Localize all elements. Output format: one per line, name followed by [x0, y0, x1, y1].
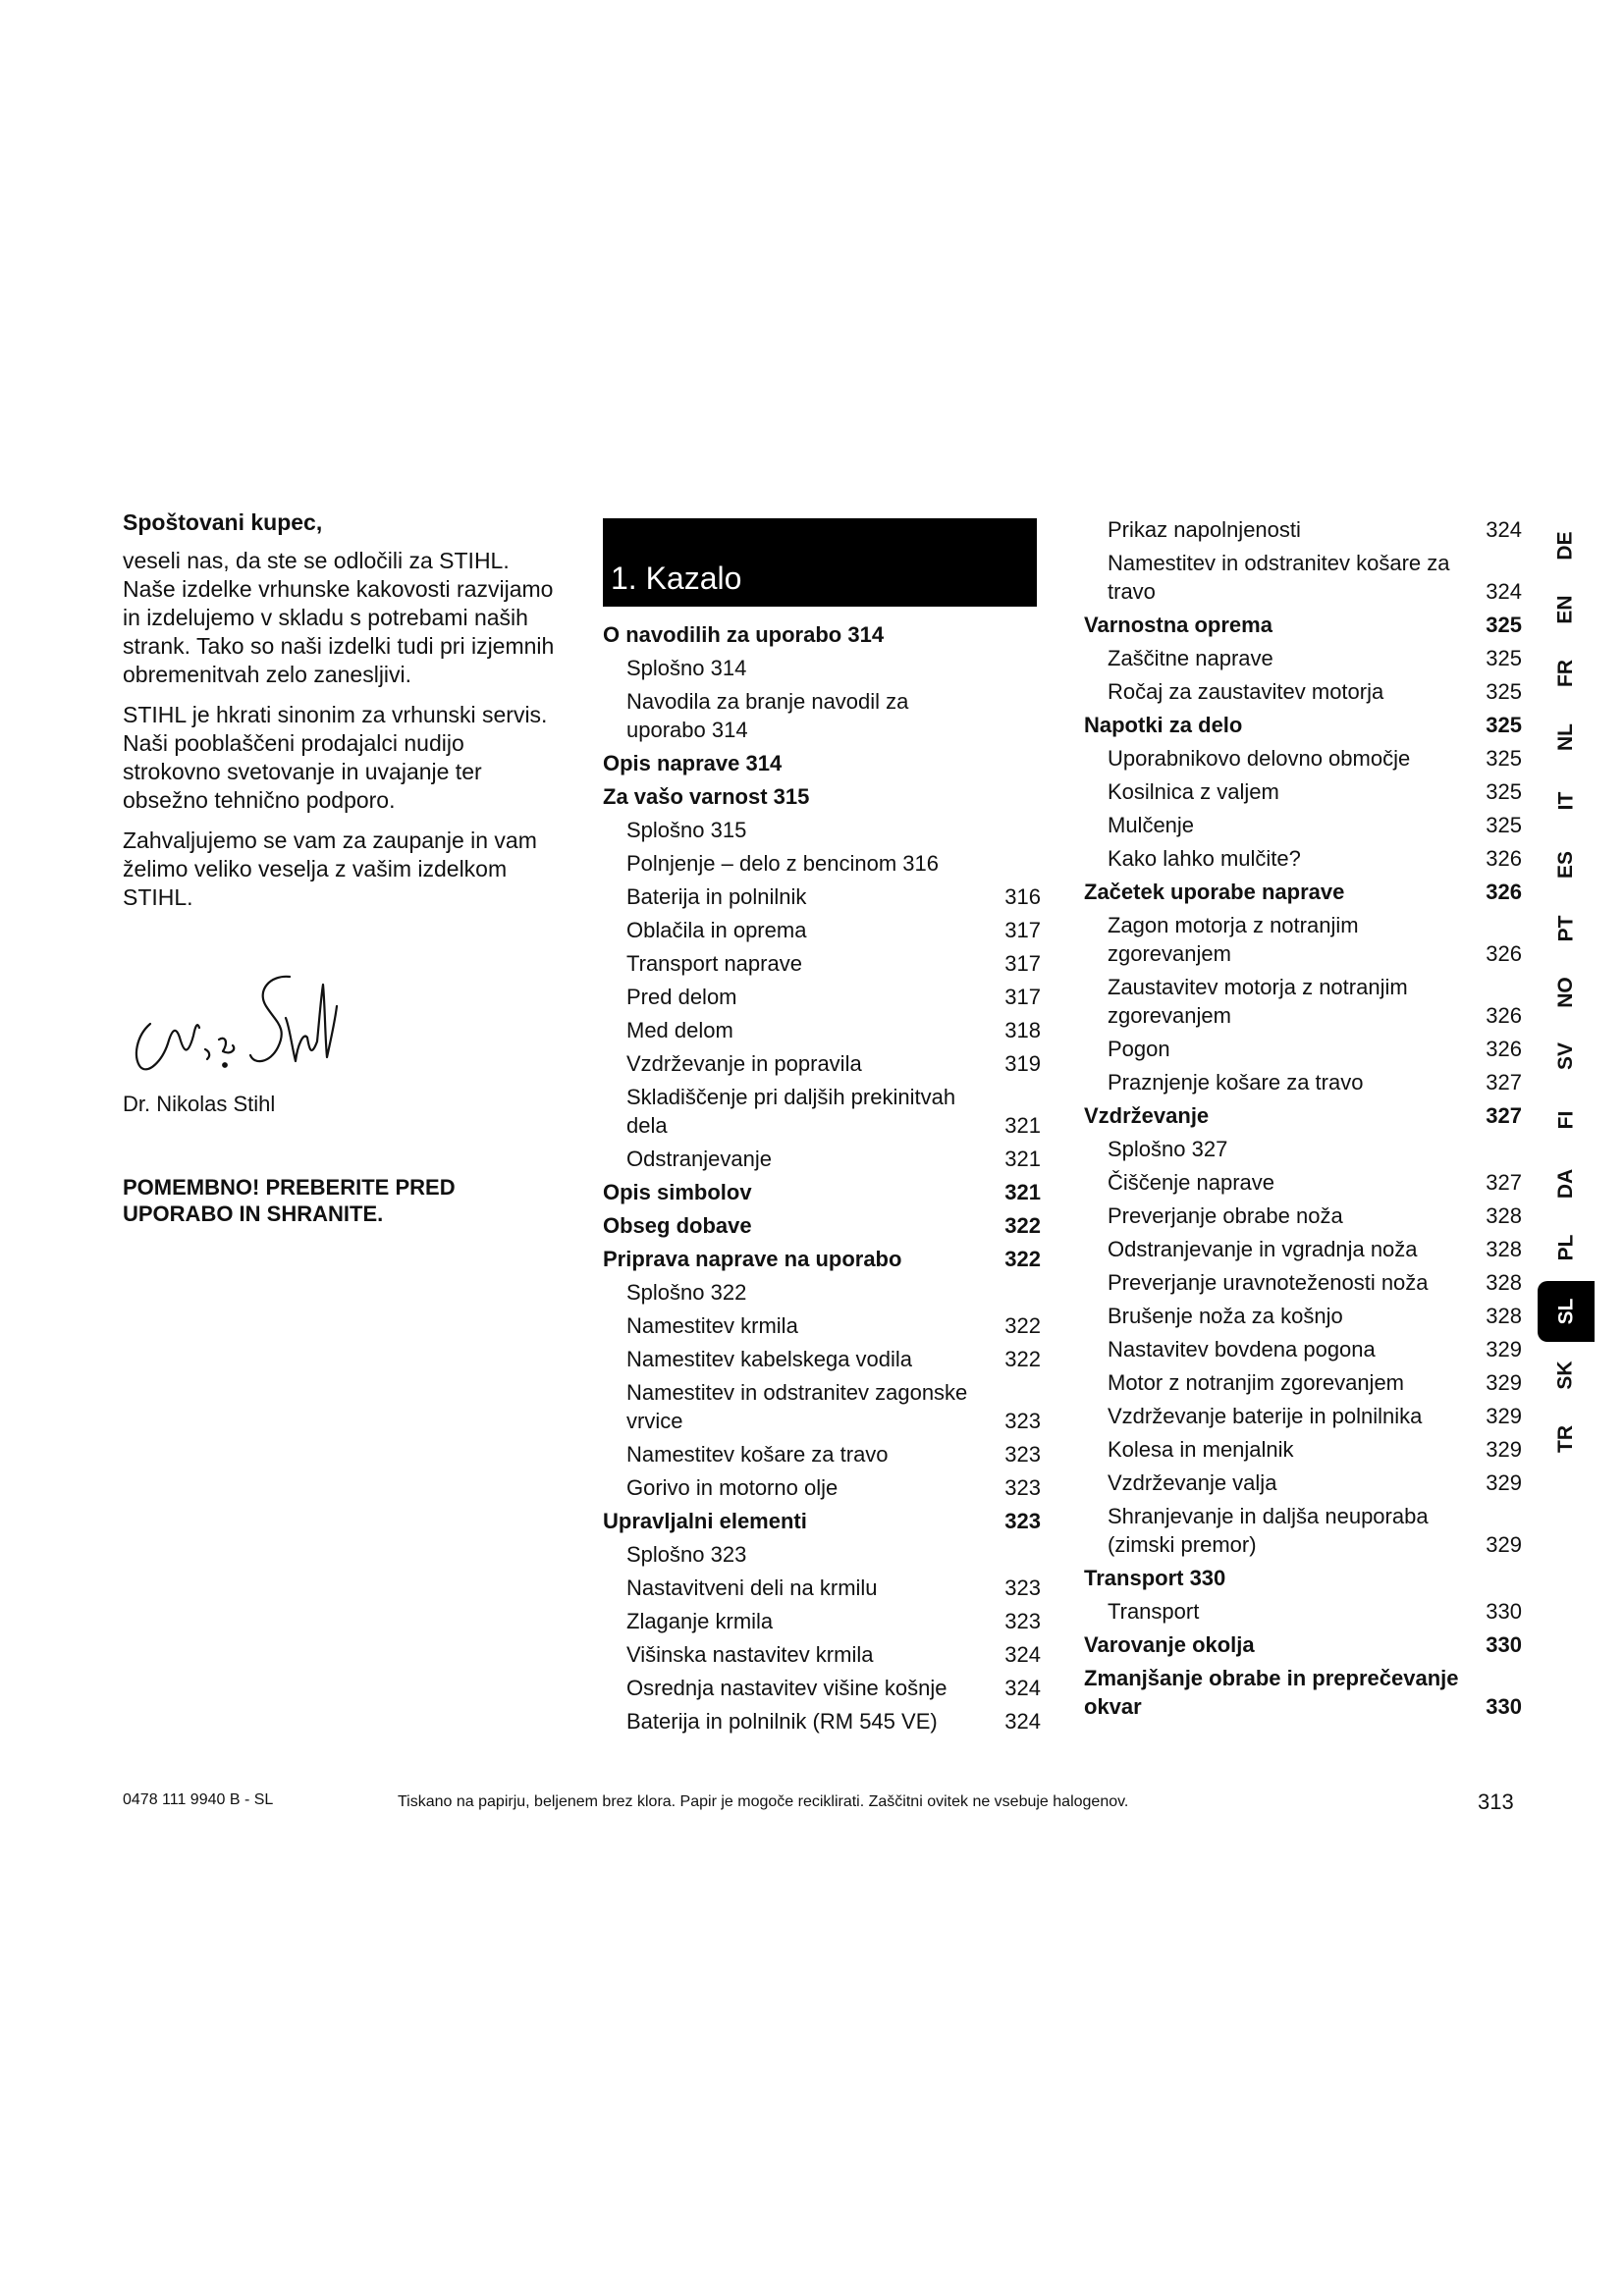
- language-tab-it: [1538, 771, 1595, 831]
- toc-entry-title: Zaščitne naprave: [1108, 646, 1273, 670]
- language-tab-en: [1538, 579, 1595, 640]
- toc-entry-page: 326: [1486, 846, 1522, 871]
- toc-entry: [603, 1473, 1041, 1502]
- toc-entry-page: 324: [1486, 517, 1522, 542]
- language-tab-label: PL: [1554, 1234, 1577, 1261]
- language-tab-label: EN: [1554, 595, 1577, 624]
- toc-entry-page: 329: [1486, 1370, 1522, 1395]
- toc-entry-title: Mulčenje: [1108, 813, 1195, 837]
- signature-image: [123, 967, 349, 1080]
- toc-entry-title: Začetek uporabe naprave: [1084, 880, 1345, 904]
- toc-entry-title: Vzdrževanje in popravila: [626, 1051, 862, 1076]
- toc-entry-title: Namestitev košare za travo: [626, 1442, 889, 1467]
- toc-entry-page: 321: [1004, 1180, 1041, 1204]
- toc-entry-title: Zlaganje krmila: [626, 1609, 774, 1633]
- toc-title-bar: [603, 518, 1037, 607]
- toc-entry: [603, 1016, 1041, 1044]
- toc-section: [1084, 1630, 1522, 1659]
- toc-entry-page: 323: [1004, 1509, 1041, 1533]
- toc-entry-title: Preverjanje obrabe noža: [1108, 1203, 1343, 1228]
- language-tab-label: IT: [1553, 791, 1577, 811]
- language-tab-pl: [1538, 1217, 1595, 1278]
- toc-entry-title: Odstranjevanje: [626, 1147, 772, 1171]
- toc-entry: [1084, 1135, 1522, 1163]
- toc-entry-title: Oblačila in oprema: [626, 918, 807, 942]
- toc-section: [603, 782, 1041, 811]
- toc-entry-page: 327: [1486, 1170, 1522, 1195]
- toc-entry-page: 330: [1486, 1694, 1522, 1719]
- paper-note: Tiskano na papirju, beljenem brez klora. Papir je mogoče reciklirati. Zaščitni ovitek ne vsebuje halogenov.: [398, 1793, 1129, 1810]
- toc-entry-title: Ročaj za zaustavitev motorja: [1108, 679, 1384, 704]
- toc-entry-page: 321: [1004, 1147, 1041, 1171]
- toc-entry-title: Prikaz napolnjenosti: [1108, 517, 1301, 542]
- toc-entry: [1084, 1402, 1522, 1430]
- language-tab-es: [1538, 834, 1595, 895]
- toc-entry: [603, 1607, 1041, 1635]
- toc-section: [1084, 1664, 1522, 1721]
- toc-entry-page: 324: [1486, 579, 1522, 604]
- toc-entry-title: Brušenje noža za košnjo: [1108, 1304, 1343, 1328]
- toc-section: [603, 749, 1041, 777]
- toc-entry-title: Zaustavitev motorja z notranjim zgorevanjem: [1108, 975, 1408, 1028]
- toc-entry-title: Priprava naprave na uporabo: [603, 1247, 902, 1271]
- toc-entry: [603, 1378, 1041, 1435]
- toc-entry-title: Med delom: [626, 1018, 733, 1042]
- toc-entry: [603, 1540, 1041, 1569]
- toc-entry: [1084, 1335, 1522, 1363]
- toc-entry-page: 318: [1004, 1018, 1041, 1042]
- language-tab-sl: [1538, 1281, 1595, 1342]
- language-tab-label: NL: [1554, 723, 1577, 751]
- language-tab-label: FI: [1553, 1110, 1577, 1130]
- toc-entry-page: 330: [1486, 1599, 1522, 1624]
- toc-entry: [603, 1278, 1041, 1307]
- language-tab-label: FR: [1554, 660, 1577, 687]
- toc-entry: [1084, 515, 1522, 544]
- toc-entry-title: Baterija in polnilnik: [626, 884, 807, 909]
- toc-entry-title: Vzdrževanje baterije in polnilnika: [1108, 1404, 1423, 1428]
- toc-entry: [1084, 1235, 1522, 1263]
- toc-section: [1084, 611, 1522, 639]
- toc-entry: [603, 983, 1041, 1011]
- toc-title: 1. Kazalo: [611, 561, 742, 596]
- toc-entry: [603, 1311, 1041, 1340]
- toc-entry-title: Namestitev kabelskega vodila: [626, 1347, 913, 1371]
- toc-entry-page: 327: [1486, 1103, 1522, 1128]
- toc-entry-title: Skladiščenje pri daljših prekinitvah dela: [626, 1085, 956, 1138]
- toc-entry: [603, 882, 1041, 911]
- toc-section: [1084, 1101, 1522, 1130]
- toc-entry-title: Opis naprave 314: [603, 751, 783, 775]
- toc-entry-title: Baterija in polnilnik (RM 545 VE): [626, 1709, 938, 1734]
- toc-entry-title: O navodilih za uporabo 314: [603, 622, 885, 647]
- language-tabs: [1538, 515, 1595, 1472]
- letter-greeting: Spoštovani kupec,: [123, 509, 323, 535]
- toc-entry: [603, 687, 1041, 744]
- language-tab-label: PT: [1554, 915, 1577, 942]
- language-tab-sk: [1538, 1345, 1595, 1406]
- letter-paragraph: STIHL je hkrati sinonim za vrhunski servis. Naši pooblaščeni prodajalci nudijo strokovno svetovanje in uvajanje ter obsežno tehnično podporo.: [123, 702, 548, 813]
- toc-entry-page: 322: [1004, 1213, 1041, 1238]
- toc-entry-page: 326: [1486, 1037, 1522, 1061]
- language-tab-da: [1538, 1153, 1595, 1214]
- toc-entry: [1084, 911, 1522, 968]
- toc-entry-page: 323: [1004, 1609, 1041, 1633]
- toc-entry-page: 324: [1004, 1709, 1041, 1734]
- toc-entry: [1084, 844, 1522, 873]
- toc-entry-page: 325: [1486, 746, 1522, 771]
- toc-entry: [603, 1674, 1041, 1702]
- toc-entry-page: 329: [1486, 1437, 1522, 1462]
- toc-entry-title: Splošno 322: [626, 1280, 747, 1305]
- toc-entry: [1084, 1068, 1522, 1096]
- language-tab-label: TR: [1554, 1425, 1577, 1453]
- letter-paragraph: veseli nas, da ste se odločili za STIHL. Naše izdelke vrhunske kakovosti razvijamo in izdelujemo v skladu s potrebami naših strank. Tako so naši izdelki tudi pri izjemnih obremenitvah zelo zanesljivi.: [123, 548, 555, 687]
- toc-entry-page: 326: [1486, 941, 1522, 966]
- toc-entry-page: 323: [1004, 1475, 1041, 1500]
- toc-entry: [1084, 1468, 1522, 1497]
- toc-entry-title: Praznjenje košare za travo: [1108, 1070, 1364, 1095]
- language-tab-fr: [1538, 643, 1595, 704]
- toc-entry-title: Vzdrževanje valja: [1108, 1470, 1277, 1495]
- toc-entry: [603, 849, 1041, 878]
- toc-entry: [603, 654, 1041, 682]
- language-tab-label: ES: [1553, 850, 1577, 880]
- language-tab-nl: [1538, 707, 1595, 768]
- toc-entry-page: 328: [1486, 1304, 1522, 1328]
- toc-entry: [1084, 644, 1522, 672]
- toc-entry-page: 326: [1486, 1003, 1522, 1028]
- toc-entry: [603, 1574, 1041, 1602]
- toc-entry: [603, 1640, 1041, 1669]
- toc-entry-title: Splošno 314: [626, 656, 747, 680]
- toc-entry-page: 323: [1004, 1409, 1041, 1433]
- toc-section: [1084, 711, 1522, 739]
- signer-name: Dr. Nikolas Stihl: [123, 1092, 276, 1116]
- toc-entry: [1084, 1302, 1522, 1330]
- toc-entry-page: 317: [1004, 918, 1041, 942]
- toc-entry-title: Splošno 327: [1108, 1137, 1228, 1161]
- toc-entry: [1084, 1168, 1522, 1197]
- language-tab-tr: [1538, 1409, 1595, 1469]
- toc-entry-page: 317: [1004, 985, 1041, 1009]
- toc-entry-page: 330: [1486, 1632, 1522, 1657]
- language-tab-label: SL: [1554, 1298, 1577, 1325]
- page-number: 313: [1478, 1789, 1514, 1814]
- toc-entry-page: 322: [1004, 1313, 1041, 1338]
- toc-entry-title: Shranjevanje in daljša neuporaba (zimski premor): [1108, 1504, 1429, 1557]
- language-tab-label: DA: [1554, 1168, 1577, 1200]
- toc-entry-page: 322: [1004, 1347, 1041, 1371]
- toc-entry-page: 325: [1486, 613, 1522, 637]
- toc-entry-title: Čiščenje naprave: [1108, 1170, 1274, 1195]
- toc-section: [603, 1245, 1041, 1273]
- toc-entry-page: 328: [1486, 1203, 1522, 1228]
- toc-entry-page: 324: [1004, 1676, 1041, 1700]
- toc-entry: [1084, 1597, 1522, 1626]
- toc-entry: [1084, 811, 1522, 839]
- toc-entry-title: Osrednja nastavitev višine košnje: [626, 1676, 947, 1700]
- toc-entry-page: 324: [1004, 1642, 1041, 1667]
- toc-entry-page: 325: [1486, 679, 1522, 704]
- toc-entry-title: Varnostna oprema: [1084, 613, 1272, 637]
- toc-entry-page: 326: [1486, 880, 1522, 904]
- toc-entry-title: Navodila za branje navodil za uporabo 314: [626, 689, 909, 742]
- toc-entry-title: Uporabnikovo delovno območje: [1108, 746, 1411, 771]
- language-tab-fi: [1538, 1090, 1595, 1150]
- toc-entry: [603, 1049, 1041, 1078]
- toc-entry-page: 329: [1486, 1337, 1522, 1362]
- toc-entry-page: 328: [1486, 1270, 1522, 1295]
- toc-entry-title: Namestitev in odstranitev košare za travo: [1108, 551, 1450, 604]
- welcome-letter: [123, 508, 555, 924]
- toc-section: [1084, 1564, 1522, 1592]
- toc-entry-title: Preverjanje uravnoteženosti noža: [1108, 1270, 1429, 1295]
- toc-entry-page: 322: [1004, 1247, 1041, 1271]
- toc-entry: [1084, 1268, 1522, 1297]
- toc-entry-title: Splošno 323: [626, 1542, 747, 1567]
- language-tab-no: [1538, 962, 1595, 1023]
- toc-entry-title: Pogon: [1108, 1037, 1170, 1061]
- warning-notice: POMEMBNO! PREBERITE PRED UPORABO IN SHRANITE.: [123, 1175, 456, 1226]
- toc-entry: [1084, 1502, 1522, 1559]
- toc-entry: [603, 1345, 1041, 1373]
- toc-entry: [603, 916, 1041, 944]
- toc-entry: [603, 1145, 1041, 1173]
- toc-entry: [1084, 1435, 1522, 1464]
- toc-entry-page: 329: [1486, 1532, 1522, 1557]
- language-tab-label: SV: [1553, 1041, 1577, 1071]
- toc-entry: [603, 949, 1041, 978]
- toc-entry-page: 317: [1004, 951, 1041, 976]
- toc-column-1: [603, 620, 1041, 1740]
- language-tab-de: [1538, 515, 1595, 576]
- toc-entry: [1084, 549, 1522, 606]
- toc-entry-page: 329: [1486, 1404, 1522, 1428]
- toc-entry-title: Splošno 315: [626, 818, 747, 842]
- toc-entry-page: 325: [1486, 813, 1522, 837]
- toc-entry-page: 323: [1004, 1442, 1041, 1467]
- toc-entry: [603, 1440, 1041, 1468]
- toc-section: [603, 620, 1041, 649]
- toc-entry-title: Zagon motorja z notranjim zgorevanjem: [1108, 913, 1359, 966]
- toc-section: [1084, 878, 1522, 906]
- toc-entry-title: Nastavitev bovdena pogona: [1108, 1337, 1376, 1362]
- toc-entry-title: Polnjenje – delo z bencinom 316: [626, 851, 940, 876]
- toc-entry-title: Napotki za delo: [1084, 713, 1243, 737]
- toc-entry-title: Kosilnica z valjem: [1108, 779, 1279, 804]
- toc-entry-title: Višinska nastavitev krmila: [626, 1642, 874, 1667]
- toc-entry-title: Nastavitveni deli na krmilu: [626, 1575, 878, 1600]
- toc-entry-title: Odstranjevanje in vgradnja noža: [1108, 1237, 1418, 1261]
- language-tab-label: NO: [1554, 977, 1577, 1008]
- toc-entry-page: 325: [1486, 713, 1522, 737]
- toc-entry-title: Pred delom: [626, 985, 737, 1009]
- toc-entry-title: Namestitev krmila: [626, 1313, 798, 1338]
- toc-section: [603, 1211, 1041, 1240]
- toc-entry: [603, 1083, 1041, 1140]
- toc-entry: [1084, 777, 1522, 806]
- toc-entry-page: 321: [1004, 1113, 1041, 1138]
- toc-entry-title: Varovanje okolja: [1084, 1632, 1255, 1657]
- language-tab-pt: [1538, 898, 1595, 959]
- toc-entry-title: Vzdrževanje: [1084, 1103, 1210, 1128]
- toc-entry: [603, 1707, 1041, 1735]
- toc-entry-page: 323: [1004, 1575, 1041, 1600]
- toc-entry: [1084, 1201, 1522, 1230]
- toc-entry: [1084, 1368, 1522, 1397]
- toc-entry-title: Za vašo varnost 315: [603, 784, 810, 809]
- document-code: 0478 111 9940 B - SL: [123, 1791, 274, 1808]
- language-tab-label: SK: [1554, 1361, 1577, 1390]
- toc-entry-page: 328: [1486, 1237, 1522, 1261]
- toc-entry-title: Obseg dobave: [603, 1213, 752, 1238]
- toc-entry-title: Zmanjšanje obrabe in preprečevanje okvar: [1084, 1666, 1459, 1719]
- toc-entry-page: 327: [1486, 1070, 1522, 1095]
- toc-entry-title: Transport 330: [1084, 1566, 1226, 1590]
- toc-entry-page: 325: [1486, 646, 1522, 670]
- toc-entry-title: Transport naprave: [626, 951, 802, 976]
- toc-entry-page: 316: [1004, 884, 1041, 909]
- toc-entry-page: 329: [1486, 1470, 1522, 1495]
- toc-entry-title: Motor z notranjim zgorevanjem: [1108, 1370, 1405, 1395]
- toc-entry-title: Kako lahko mulčite?: [1108, 846, 1301, 871]
- toc-section: [603, 1507, 1041, 1535]
- toc-column-2: [1084, 515, 1522, 1726]
- toc-entry: [1084, 973, 1522, 1030]
- toc-entry: [1084, 744, 1522, 773]
- language-tab-sv: [1538, 1026, 1595, 1087]
- toc-entry-title: Opis simbolov: [603, 1180, 752, 1204]
- toc-entry: [603, 816, 1041, 844]
- toc-entry-title: Namestitev in odstranitev zagonske vrvice: [626, 1380, 968, 1433]
- letter-paragraph: Zahvaljujemo se vam za zaupanje in vam želimo veliko veselja z vašim izdelkom STIHL.: [123, 828, 537, 910]
- toc-entry-title: Gorivo in motorno olje: [626, 1475, 839, 1500]
- toc-entry-page: 325: [1486, 779, 1522, 804]
- toc-entry-title: Kolesa in menjalnik: [1108, 1437, 1294, 1462]
- toc-entry: [1084, 1035, 1522, 1063]
- toc-entry: [1084, 677, 1522, 706]
- language-tab-label: DE: [1554, 531, 1577, 561]
- toc-section: [603, 1178, 1041, 1206]
- toc-entry-page: 319: [1004, 1051, 1041, 1076]
- toc-entry-title: Transport: [1108, 1599, 1200, 1624]
- toc-entry-title: Upravljalni elementi: [603, 1509, 807, 1533]
